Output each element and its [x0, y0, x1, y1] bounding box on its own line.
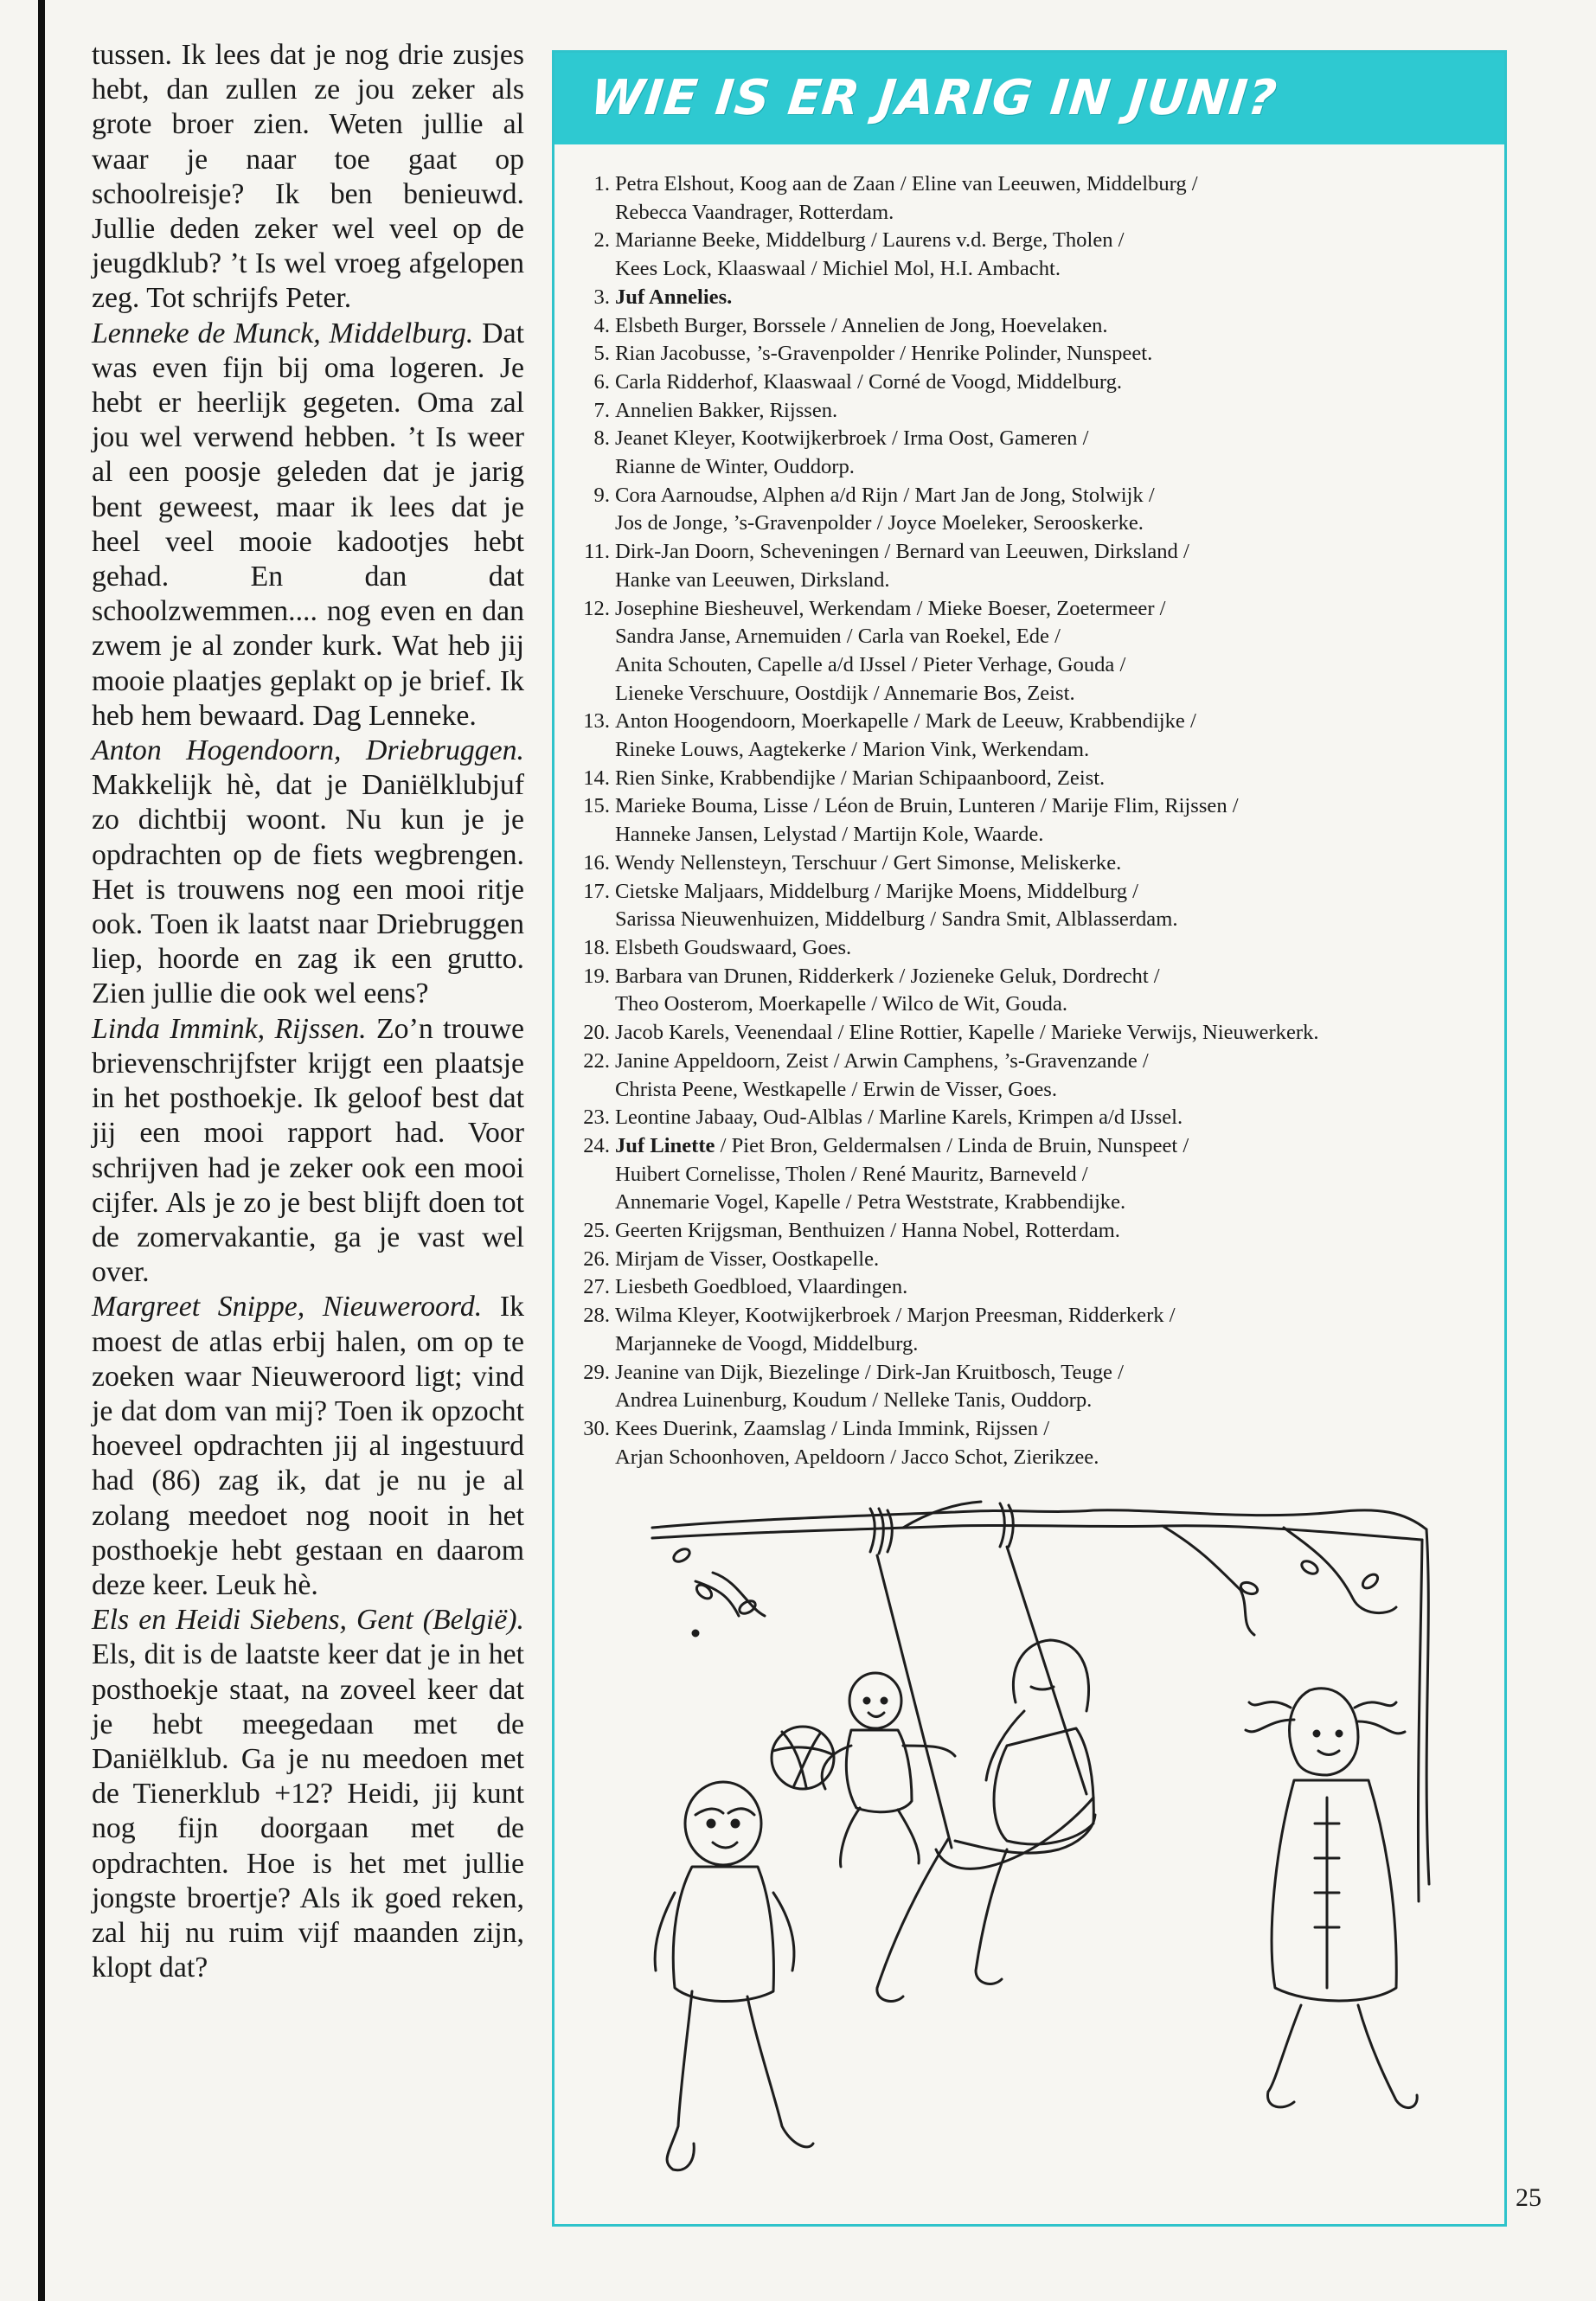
ball [772, 1727, 834, 1789]
birthday-day: 19. [583, 964, 610, 988]
birthday-day: 2. [593, 228, 610, 253]
birthday-line: Geerten Krijgsman, Benthuizen / Hanna Nobel, Rotterdam. [615, 1219, 1120, 1243]
birthday-day: 14. [583, 766, 610, 790]
letter-3 [92, 1012, 524, 1291]
birthday-line: Jos de Jonge, ’s-Gravenpolder / Joyce Moeleker, Serooskerke. [615, 511, 1144, 535]
birthday-line: Janine Appeldoorn, Zeist / Arwin Camphens, ’s-Gravenzande / [615, 1048, 1149, 1073]
section-title: WIE IS ER JARIG IN JUNI? [587, 70, 1280, 126]
birthday-day: 11. [584, 540, 610, 564]
birthday-line: Jeanine van Dijk, Biezelinge / Dirk-Jan Kruitbosch, Teuge / [615, 1360, 1124, 1384]
birthday-entry [575, 312, 1484, 341]
birthday-entry [575, 1217, 1484, 1246]
birthday-line: Rianne de Winter, Ouddorp. [615, 455, 855, 479]
birthday-entry [575, 538, 1484, 594]
birthday-day: 22. [583, 1048, 610, 1073]
birthday-day: 1. [593, 172, 610, 195]
birthday-day: 9. [593, 483, 610, 507]
letters-column [92, 38, 524, 1985]
birthday-list [575, 170, 1484, 1471]
tree-branch [652, 1502, 1429, 1901]
birthday-line: Josephine Biesheuvel, Werkendam / Mieke Boeser, Zoetermeer / [615, 596, 1166, 620]
birthday-day: 20. [583, 1021, 610, 1045]
birthday-day: 25. [583, 1219, 610, 1243]
birthday-day: 29. [583, 1360, 610, 1384]
birthday-entry [575, 1415, 1484, 1471]
birthday-day: 4. [593, 313, 610, 337]
birthday-line: Andrea Luinenburg, Koudum / Nelleke Tanis, Ouddorp. [615, 1388, 1093, 1413]
girl-on-swing [877, 1640, 1095, 2001]
birthday-day: 26. [583, 1247, 610, 1271]
birthday-line: Annemarie Vogel, Kapelle / Petra Weststrate, Krabbendijke. [615, 1190, 1126, 1215]
birthday-day: 24. [583, 1133, 610, 1157]
birthday-highlight: Juf Linette [615, 1133, 715, 1157]
birthday-day: 3. [593, 285, 610, 309]
birthday-entry [575, 1104, 1484, 1132]
birthday-entry [575, 227, 1484, 283]
birthday-line: Hanneke Jansen, Lelystad / Martijn Kole, Waarde. [615, 823, 1044, 847]
birthday-entry [575, 595, 1484, 708]
birthday-entry [575, 1246, 1484, 1274]
birthday-line: Liesbeth Goedbloed, Vlaardingen. [615, 1275, 908, 1299]
birthday-day: 28. [583, 1304, 610, 1328]
birthday-entry [575, 284, 1484, 312]
birthday-entry [575, 1273, 1484, 1302]
birthday-line: Huibert Cornelisse, Tholen / René Mauritz, Barneveld / [615, 1162, 1088, 1186]
letter-4 [92, 1290, 524, 1603]
birthday-line: Kees Lock, Klaaswaal / Michiel Mol, H.I. Ambacht. [615, 257, 1061, 281]
letter-5 [92, 1603, 524, 1985]
birthday-line: Dirk-Jan Doorn, Scheveningen / Bernard van Leeuwen, Dirksland / [615, 540, 1189, 564]
boy-running [655, 1782, 813, 2170]
birthday-entry [575, 792, 1484, 849]
letter-name: Linda Immink, Rijssen. [92, 1012, 367, 1045]
letter-name: Anton Hogendoorn, Driebruggen. [92, 734, 524, 767]
birthday-highlight: Juf Annelies. [615, 285, 733, 309]
birthday-entry [575, 878, 1484, 934]
birthday-entry [575, 1048, 1484, 1104]
birthday-entry [575, 425, 1484, 481]
birthday-day: 23. [583, 1106, 610, 1130]
playground-illustration [644, 1486, 1439, 2221]
small-boy [822, 1673, 955, 1867]
birthday-entry [575, 934, 1484, 963]
birthday-line: Jeanet Kleyer, Kootwijkerbroek / Irma Oost, Gameren / [615, 426, 1089, 451]
birthday-entry [575, 397, 1484, 426]
birthday-line: Petra Elshout, Koog aan de Zaan / Eline van Leeuwen, Middelburg / [615, 172, 1198, 195]
birthday-line: Arjan Schoonhoven, Apeldoorn / Jacco Schot, Zierikzee. [615, 1445, 1099, 1469]
birthday-line [615, 1132, 1484, 1161]
birthday-day: 18. [583, 935, 610, 959]
birthday-day: 17. [583, 879, 610, 903]
birthday-line: Theo Oosterom, Moerkapelle / Wilco de Wit, Gouda. [615, 992, 1068, 1016]
birthday-day: 8. [593, 426, 610, 451]
letter-name: Lenneke de Munck, Middelburg. [92, 317, 474, 349]
birthday-line: Marieke Bouma, Lisse / Léon de Bruin, Lunteren / Marije Flim, Rijssen / [615, 794, 1239, 818]
birthday-entry [575, 482, 1484, 538]
birthday-line: Mirjam de Visser, Oostkapelle. [615, 1247, 880, 1271]
birthday-names: / Piet Bron, Geldermalsen / Linda de Bruin, Nunspeet / [715, 1133, 1189, 1157]
letter-text: Zo’n trouwe brievenschrijfster krijgt een plaatsje in het posthoekje. Ik geloof best dat jij een mooi rapport had. Voor schrijven had je zeker ook een mooi cijfer. Als je zo je best blijft doen tot de zomervakantie, ga je vast wel over. [92, 1012, 524, 1289]
letter-text: tussen. Ik lees dat je nog drie zusjes hebt, dan zullen ze jou zeker als grote broer zien. Weten jullie al waar je naar toe gaat op schoolreisje? Ik ben benieuwd. Jullie deden zeker wel veel op de jeugdklub? ’t Is wel vroeg afgelopen zeg. Tot schrijfs Peter. [92, 39, 524, 315]
letter-text: Els, dit is de laatste keer dat je in het posthoekje staat, na zoveel keer dat je hebt meegedaan met de Daniëlklub. Ga je nu meedoen met de Tienerklub +12? Heidi, jij kunt nog fijn doorgaan met de opdrachten. Hoe is het met jullie jongste broertje? Als ik goed reken, zal hij nu ruim vijf maanden zijn, klopt dat? [92, 1638, 524, 1984]
birthday-line: Kees Duerink, Zaamslag / Linda Immink, Rijssen / [615, 1416, 1050, 1440]
birthday-entry [575, 849, 1484, 878]
birthday-entry [575, 340, 1484, 369]
birthday-line: Cietske Maljaars, Middelburg / Marijke Moens, Middelburg / [615, 879, 1138, 903]
page-number: 25 [1516, 2183, 1542, 2212]
birthday-entry [575, 170, 1484, 227]
birthday-line: Rian Jacobusse, ’s-Gravenpolder / Henrike Polinder, Nunspeet. [615, 342, 1153, 366]
birthday-line: Annelien Bakker, Rijssen. [615, 398, 838, 422]
birthday-day: 13. [583, 709, 610, 734]
birthday-line: Wendy Nellensteyn, Terschuur / Gert Simonse, Meliskerke. [615, 850, 1122, 875]
birthday-day: 5. [593, 342, 610, 366]
swing-ropes [870, 1503, 1093, 1868]
birthday-day: 27. [583, 1275, 610, 1299]
birthday-line: Elsbeth Goudswaard, Goes. [615, 935, 852, 959]
birthday-entry [575, 369, 1484, 397]
page-edge-bar [38, 0, 45, 2301]
birthday-entry [575, 963, 1484, 1019]
birthday-line: Sarissa Nieuwenhuizen, Middelburg / Sandra Smit, Alblasserdam. [615, 907, 1178, 932]
birthday-line: Elsbeth Burger, Borssele / Annelien de Jong, Hoevelaken. [615, 313, 1108, 337]
birthday-line: Anita Schouten, Capelle a/d IJssel / Pieter Verhage, Gouda / [615, 652, 1126, 676]
birthday-line: Sandra Janse, Arnemuiden / Carla van Roekel, Ede / [615, 625, 1061, 649]
letter-text: Makkelijk hè, dat je Daniëlklubjuf zo dichtbij woont. Nu kun je je opdrachten op de fiets wegbrengen. Het is trouwens nog een mooi ritje ook. Toen ik laatst naar Driebruggen liep, hoorde en zag ik een grutto. Zien jullie die ook wel eens? [92, 769, 524, 1010]
birthday-line: Rebecca Vaandrager, Rotterdam. [615, 200, 894, 224]
birthday-day: 15. [583, 794, 610, 818]
letter-0 [92, 38, 524, 317]
birthday-entry [575, 1132, 1484, 1217]
letter-text: Dat was even fijn bij oma logeren. Je hebt er heerlijk gegeten. Oma zal jou wel verwend hebben. ’t Is weer al een poosje geleden dat je jarig bent geweest, maar ik lees dat je heel veel mooie kadootjes hebt gehad. En dan dat schoolzwemmen.... nog even en dan zwem je al zonder kurk. Wat heb jij mooie plaatjes geplakt op je brief. Ik heb hem bewaard. Dag Lenneke. [92, 317, 524, 732]
girl-standing [1246, 1689, 1417, 2108]
birthday-line: Marjanneke de Voogd, Middelburg. [615, 1331, 919, 1356]
birthday-line: Wilma Kleyer, Kootwijkerbroek / Marjon Preesman, Ridderkerk / [615, 1304, 1176, 1328]
birthday-day: 6. [593, 369, 610, 394]
birthday-line: Anton Hoogendoorn, Moerkapelle / Mark de Leeuw, Krabbendijke / [615, 709, 1196, 734]
letter-1 [92, 317, 524, 734]
birthday-entry [575, 1019, 1484, 1048]
birthday-entry [575, 1359, 1484, 1415]
birthday-day: 16. [583, 850, 610, 875]
birthday-entry [575, 765, 1484, 793]
birthday-line: Rineke Louws, Aagtekerke / Marion Vink, Werkendam. [615, 738, 1090, 762]
letter-name: Els en Heidi Siebens, Gent (België). [92, 1604, 524, 1637]
birthday-line: Leontine Jabaay, Oud-Alblas / Marline Karels, Krimpen a/d IJssel. [615, 1106, 1183, 1130]
letter-text: Ik moest de atlas erbij halen, om op te zoeken waar Nieuweroord ligt; vind je dat dom van mij? Toen ik opzocht hoeveel opdrachten jij al ingestuurd had (86) zag ik, dat je nu je al zolang meedoet nog nooit in het posthoekje hebt gestaan en daarom deze keer. Leuk hè. [92, 1291, 524, 1601]
birthday-line: Hanke van Leeuwen, Dirksland. [615, 567, 890, 592]
birthday-line: Rien Sinke, Krabbendijke / Marian Schipaanboord, Zeist. [615, 766, 1106, 790]
birthday-day: 12. [583, 596, 610, 620]
birthday-line: Marianne Beeke, Middelburg / Laurens v.d. Berge, Tholen / [615, 228, 1125, 253]
birthday-day: 30. [583, 1416, 610, 1440]
birthday-day: 7. [593, 398, 610, 422]
birthday-line: Lieneke Verschuure, Oostdijk / Annemarie Bos, Zeist. [615, 681, 1075, 705]
letter-name: Margreet Snippe, Nieuweroord. [92, 1291, 483, 1324]
letter-2 [92, 734, 524, 1012]
birthday-line [615, 284, 1484, 312]
birthday-entry [575, 1302, 1484, 1358]
birthday-entry [575, 708, 1484, 764]
birthday-line: Carla Ridderhof, Klaaswaal / Corné de Voogd, Middelburg. [615, 369, 1123, 394]
birthday-line: Jacob Karels, Veenendaal / Eline Rottier, Kapelle / Marieke Verwijs, Nieuwerkerk. [615, 1021, 1319, 1045]
section-banner [554, 53, 1504, 144]
birthday-line: Cora Aarnoudse, Alphen a/d Rijn / Mart Jan de Jong, Stolwijk / [615, 483, 1155, 507]
birthday-line: Barbara van Drunen, Ridderkerk / Jozieneke Geluk, Dordrecht / [615, 964, 1160, 988]
birthday-line: Christa Peene, Westkapelle / Erwin de Visser, Goes. [615, 1077, 1058, 1101]
